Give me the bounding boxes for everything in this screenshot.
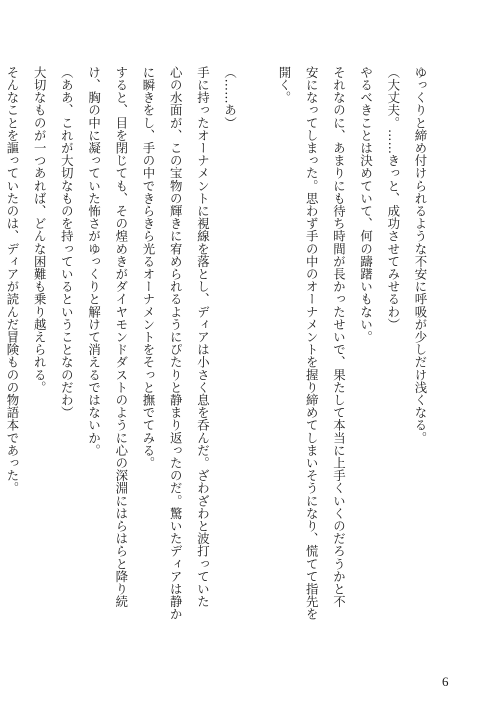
text-line: 心の水面が、この宝物の輝きに宥められるようにぴたりと静まり返ったのだ。驚いたディアは静か (168, 66, 184, 621)
text-line: すると、目を閉じても、その煌めきがダイヤモンドダストのように心の深淵にはらはらと降り続 (113, 66, 129, 608)
text-line: 開く。 (276, 66, 292, 104)
blank-line (244, 66, 271, 626)
text-line: ゆっくりと締め付けられるような不安に呼吸が少しだけ浅くなる。 (413, 66, 428, 444)
text-line: そんなことを謳っていたのは、ディアが読んだ冒険ものの物語本であった。 (4, 66, 20, 495)
text-line: （大丈夫。……きっと、成功させてみせるわ） (385, 66, 401, 331)
text-line: 安になってしまった。思わず手の中のオーナメントを握り締めてしまいそうになり、慌てて指先を (304, 66, 320, 621)
page-number: 6 (442, 674, 449, 689)
text-line: やるべきことは決めていて、何の躊躇いもない。 (358, 66, 374, 344)
text-line: 大切なものが一つあれば、どんな困難も乗り越えられる。 (32, 66, 48, 394)
text-line: け、胸の中に凝っていた怖さがゆっくりと解けて消えるではないか。 (86, 66, 102, 457)
body-text (0, 66, 434, 626)
text-line: に瞬きをし、手の中できらきら光るオーナメントをそっと撫でてみる。 (140, 66, 156, 470)
text-line: （ああ、これが大切なものを持っているということなのだわ） (59, 66, 75, 419)
text-line: （……あ） (222, 66, 238, 129)
text-line: 手に持ったオーナメントに視線を落とし、ディアは小さく息を呑んだ。ざわざわと波打っていた (195, 66, 211, 608)
text-line: それなのに、あまりにも待ち時間が長かったせいで、果たして本当に上手くいくのだろうかと不 (331, 66, 347, 608)
